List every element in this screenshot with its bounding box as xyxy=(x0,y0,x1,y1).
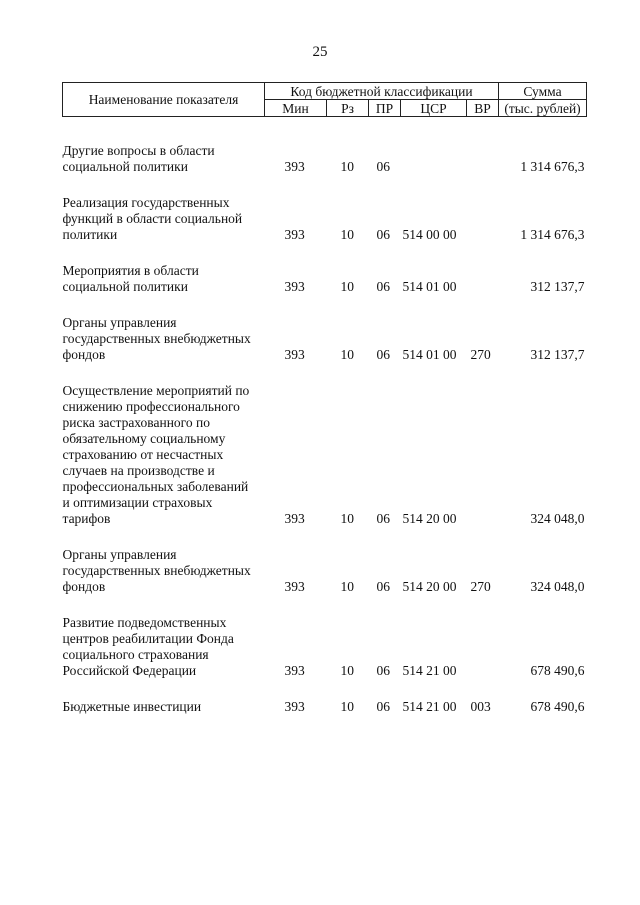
row-min: 393 xyxy=(284,699,305,714)
row-pr: 06 xyxy=(376,347,390,362)
row-min: 393 xyxy=(284,159,305,174)
row-csr: 514 01 00 xyxy=(402,347,457,362)
row-rz: 10 xyxy=(340,159,354,174)
row-vr: 270 xyxy=(470,347,491,362)
header-csr: ЦСР xyxy=(401,100,467,117)
row-rz: 10 xyxy=(340,663,354,678)
row-sum: 1 314 676,3 xyxy=(520,227,585,242)
row-vr: 270 xyxy=(470,579,491,594)
row-rz: 10 xyxy=(340,579,354,594)
row-csr: 514 01 00 xyxy=(402,279,457,294)
header-vr: ВР xyxy=(467,100,499,117)
row-sum: 678 490,6 xyxy=(530,663,585,678)
row-sum: 678 490,6 xyxy=(530,699,585,714)
row-pr: 06 xyxy=(376,579,390,594)
row-vr: 003 xyxy=(470,699,491,714)
header-pr: ПР xyxy=(369,100,401,117)
row-rz: 10 xyxy=(340,347,354,362)
row-min: 393 xyxy=(284,279,305,294)
table-row xyxy=(63,383,587,527)
row-pr: 06 xyxy=(376,227,390,242)
header-row-1 xyxy=(63,83,587,100)
row-vr xyxy=(467,383,499,527)
table-row xyxy=(63,315,587,363)
header-code-group: Код бюджетной классификации xyxy=(265,83,499,100)
table-row xyxy=(63,195,587,243)
row-vr xyxy=(467,615,499,679)
row-sum: 312 137,7 xyxy=(530,347,585,362)
row-rz: 10 xyxy=(340,227,354,242)
row-pr: 06 xyxy=(376,511,390,526)
row-sum: 324 048,0 xyxy=(530,511,585,526)
row-name: Органы управления государственных внебюджетных фондов xyxy=(62,547,251,594)
row-pr: 06 xyxy=(376,279,390,294)
row-csr: 514 21 00 xyxy=(402,699,457,714)
row-pr: 06 xyxy=(376,663,390,678)
row-rz: 10 xyxy=(340,511,354,526)
row-rz: 10 xyxy=(340,279,354,294)
page-number: 25 xyxy=(312,44,328,60)
row-csr: 514 21 00 xyxy=(402,663,457,678)
row-rz: 10 xyxy=(340,699,354,714)
header-min: Мин xyxy=(265,100,327,117)
row-vr xyxy=(467,263,499,295)
row-name: Органы управления государственных внебюджетных фондов xyxy=(62,315,251,362)
row-vr xyxy=(467,195,499,243)
row-min: 393 xyxy=(284,347,305,362)
table-row xyxy=(63,143,587,175)
row-min: 393 xyxy=(284,511,305,526)
table-row xyxy=(63,547,587,595)
budget-table xyxy=(62,82,587,715)
row-min: 393 xyxy=(284,663,305,678)
header-name: Наименование показателя xyxy=(63,83,265,117)
row-min: 393 xyxy=(284,227,305,242)
row-sum: 312 137,7 xyxy=(530,279,585,294)
row-vr xyxy=(467,143,499,175)
row-name: Развитие подведомственных центров реабилитации Фонда социального страхования Российской Федерации xyxy=(62,615,234,678)
row-min: 393 xyxy=(284,579,305,594)
table-row xyxy=(63,615,587,679)
header-sum-line1: Сумма xyxy=(499,83,587,100)
row-name: Осуществление мероприятий по снижению профессионального риска застрахованного по обязательному социальному страхованию от несчастных случаев на производстве и профессиональных заболеваний и оптимизации страховых тарифов xyxy=(62,383,250,526)
row-name: Бюджетные инвестиции xyxy=(62,699,202,714)
table-row xyxy=(63,699,587,715)
table-row xyxy=(63,263,587,295)
row-csr: 514 20 00 xyxy=(402,579,457,594)
header-rz: Рз xyxy=(327,100,369,117)
row-name: Другие вопросы в области социальной политики xyxy=(62,143,215,174)
row-csr: 514 20 00 xyxy=(402,511,457,526)
row-name: Реализация государственных функций в области социальной политики xyxy=(62,195,243,242)
row-sum: 324 048,0 xyxy=(530,579,585,594)
row-name: Мероприятия в области социальной политики xyxy=(62,263,199,294)
row-sum: 1 314 676,3 xyxy=(520,159,585,174)
row-pr: 06 xyxy=(376,699,390,714)
header-sum-line2: (тыс. рублей) xyxy=(499,100,587,117)
row-csr xyxy=(401,143,467,175)
row-pr: 06 xyxy=(376,159,390,174)
row-csr: 514 00 00 xyxy=(402,227,457,242)
